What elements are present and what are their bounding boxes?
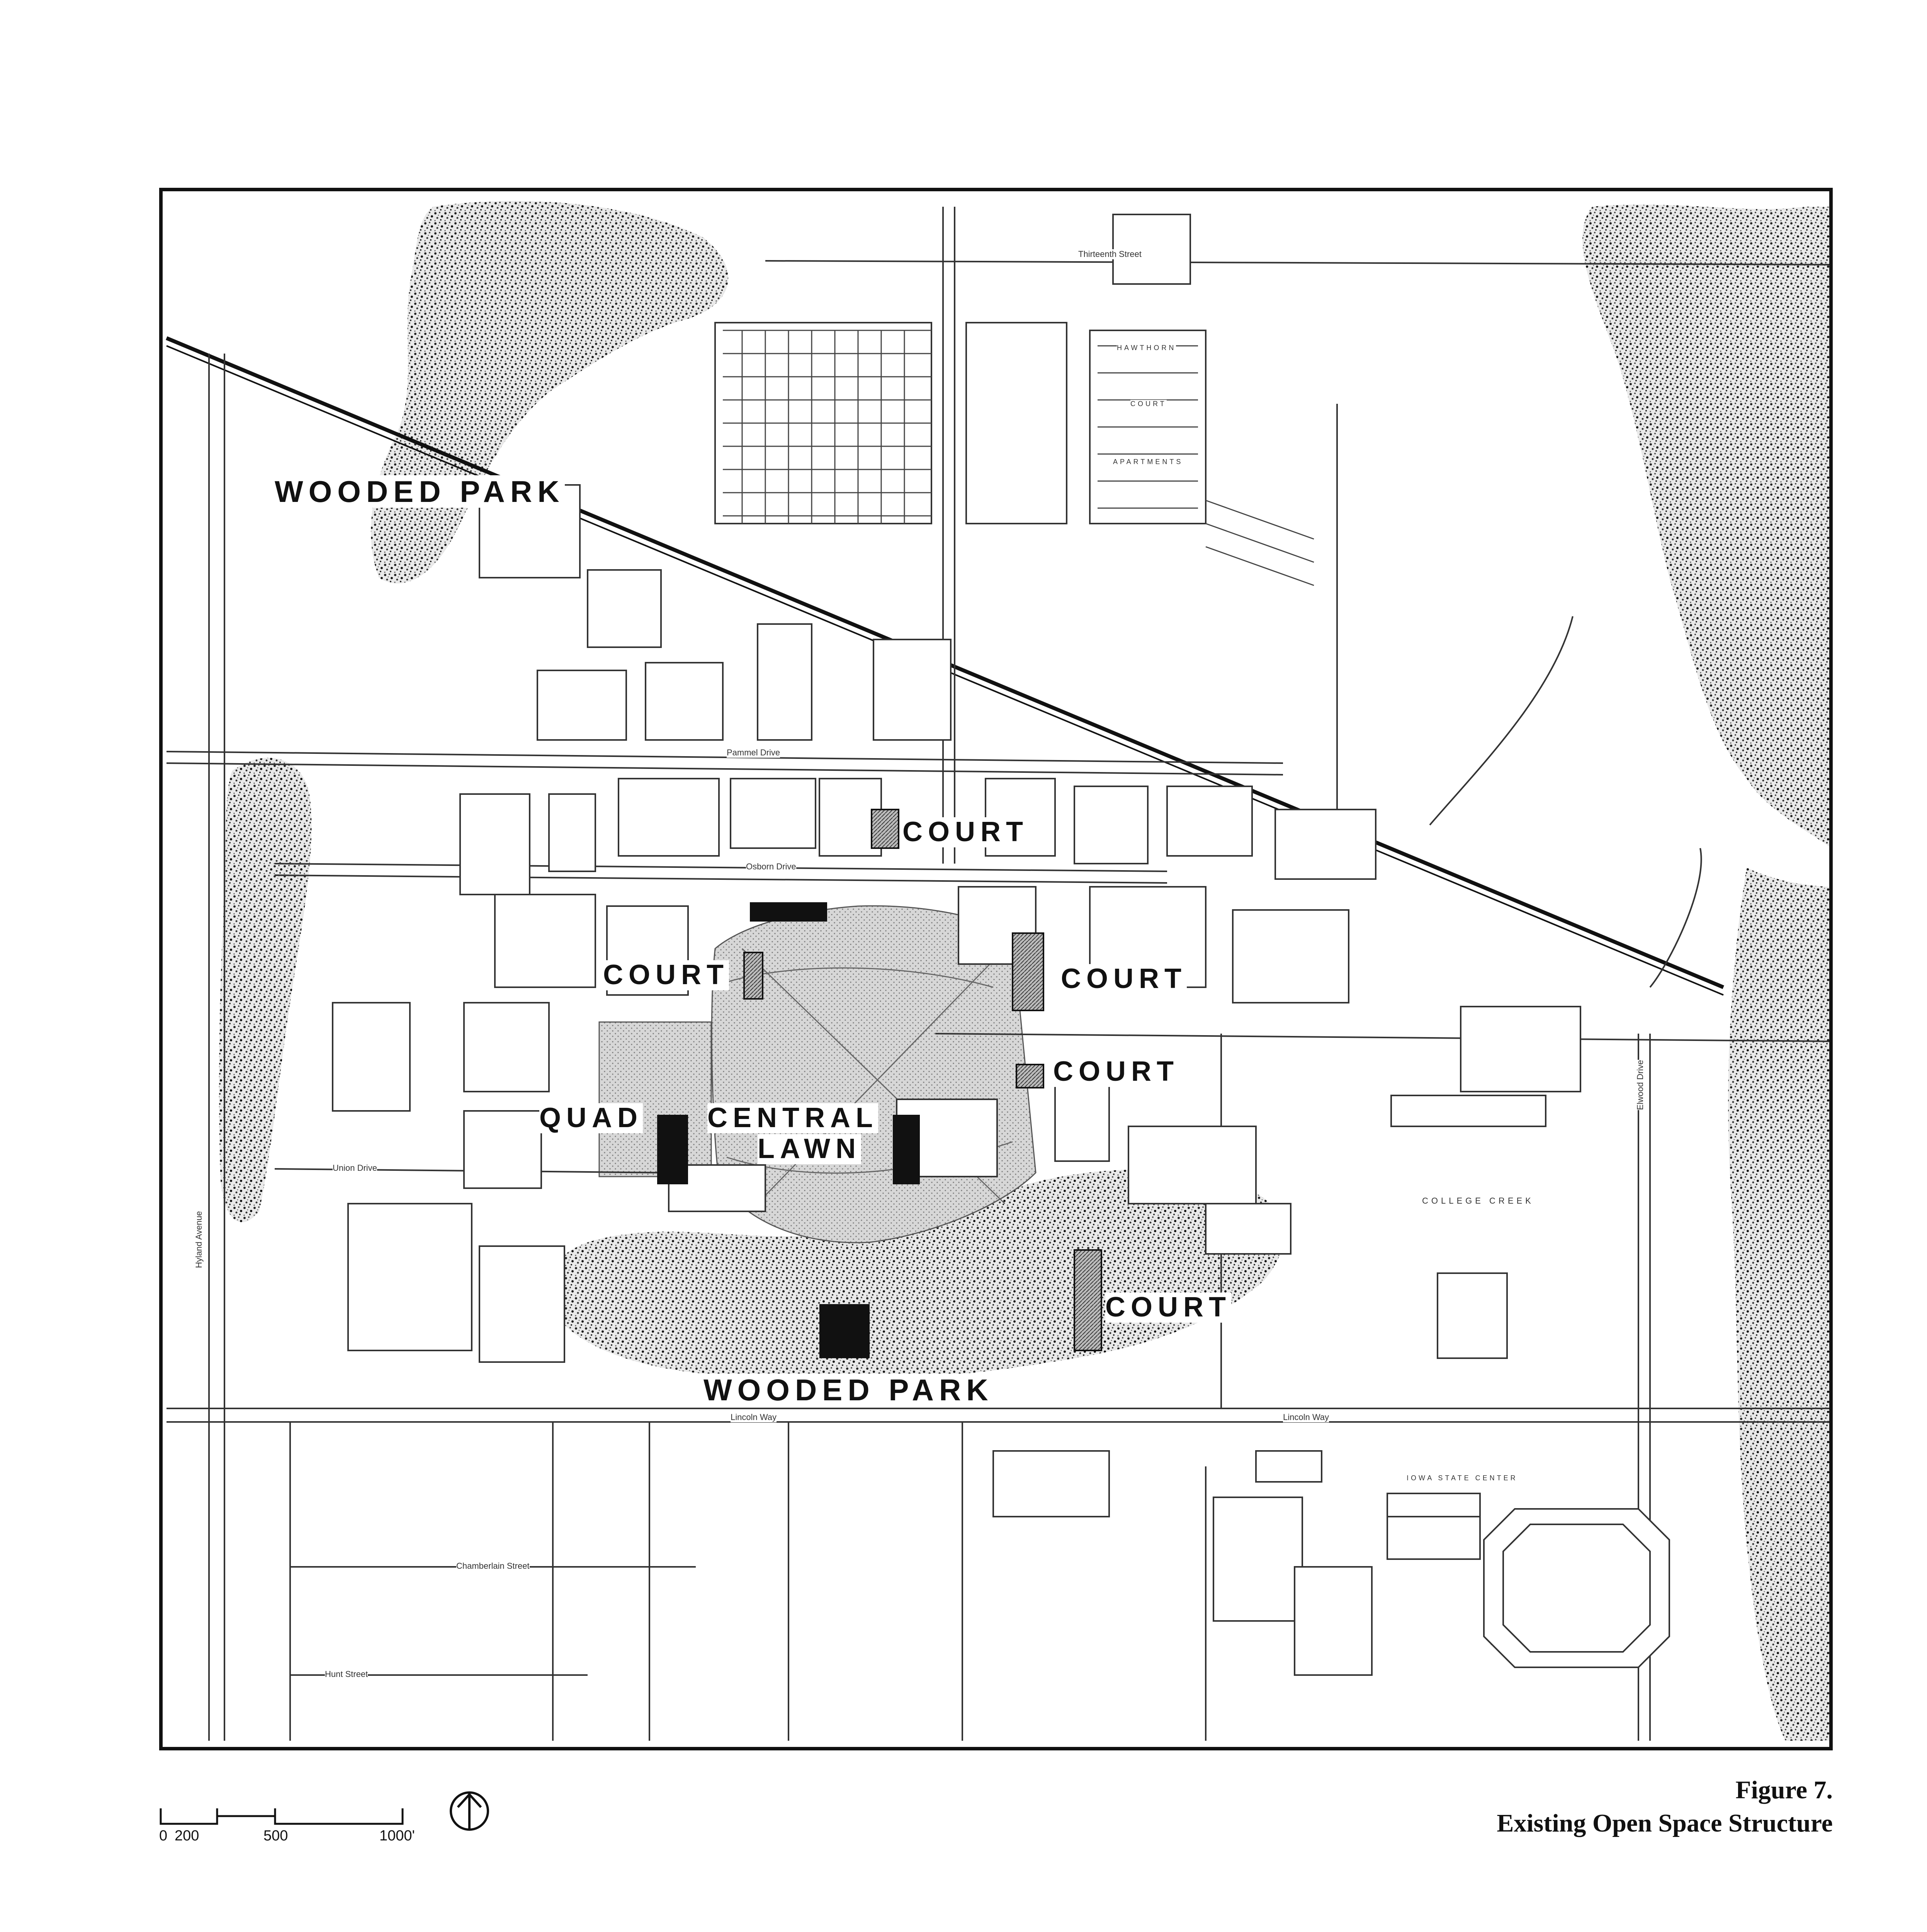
street-label-osborn: Osborn Drive [746, 862, 796, 871]
central-lawn-label-line1: CENTRAL [707, 1102, 878, 1133]
figure-caption [1497, 1774, 1833, 1840]
wooded-park-label-south: WOODED PARK [704, 1373, 994, 1407]
wooded-park-label-nw: WOODED PARK [275, 474, 565, 509]
scale-tick-1000: 1000' [379, 1828, 415, 1844]
street-label-elwood: Elwood Drive [1635, 1060, 1645, 1110]
street-label-thirteenth: Thirteenth Street [1078, 249, 1142, 259]
label-apartments: APARTMENTS [1113, 458, 1183, 466]
court-label-west: COURT [603, 959, 729, 990]
north-arrow-icon [448, 1790, 491, 1832]
street-label-chamberlain: Chamberlain Street [456, 1561, 530, 1571]
buildings [333, 214, 1619, 1644]
scale-bar-graphic [159, 1793, 430, 1828]
label-court-small: COURT [1130, 400, 1167, 408]
figure-title: Existing Open Space Structure [1497, 1809, 1833, 1837]
central-lawn-label-line2: LAWN [758, 1133, 861, 1164]
scale-tick-0: 0 [159, 1828, 168, 1844]
street-label-college-creek: COLLEGE CREEK [1422, 1196, 1534, 1206]
court-label-south: COURT [1105, 1292, 1231, 1323]
street-label-hyland: Hyland Avenue [194, 1211, 204, 1268]
label-iowa-state-center: IOWA STATE CENTER [1407, 1474, 1518, 1482]
street-label-pammel: Pammel Drive [727, 748, 780, 757]
scale-tick-200: 200 [175, 1828, 199, 1844]
quad-label: QUAD [539, 1102, 643, 1133]
scale-tick-500: 500 [263, 1828, 288, 1844]
iowa-state-center [1295, 1509, 1669, 1675]
street-label-lincoln-way: Lincoln Way [731, 1412, 777, 1422]
street-label-hunt: Hunt Street [325, 1669, 368, 1679]
court-label-north: COURT [902, 816, 1028, 847]
court-label-southeast: COURT [1053, 1056, 1179, 1087]
campus-map [159, 188, 1833, 1750]
label-hawthorn: HAWTHORN [1117, 344, 1176, 352]
court-label-east: COURT [1061, 963, 1187, 994]
street-label-lincoln-way-east: Lincoln Way [1283, 1412, 1329, 1422]
scale-bar [159, 1793, 430, 1843]
street-label-union: Union Drive [333, 1163, 377, 1173]
campus-map-drawing [163, 191, 1833, 1750]
figure-number: Figure 7. [1735, 1776, 1833, 1804]
